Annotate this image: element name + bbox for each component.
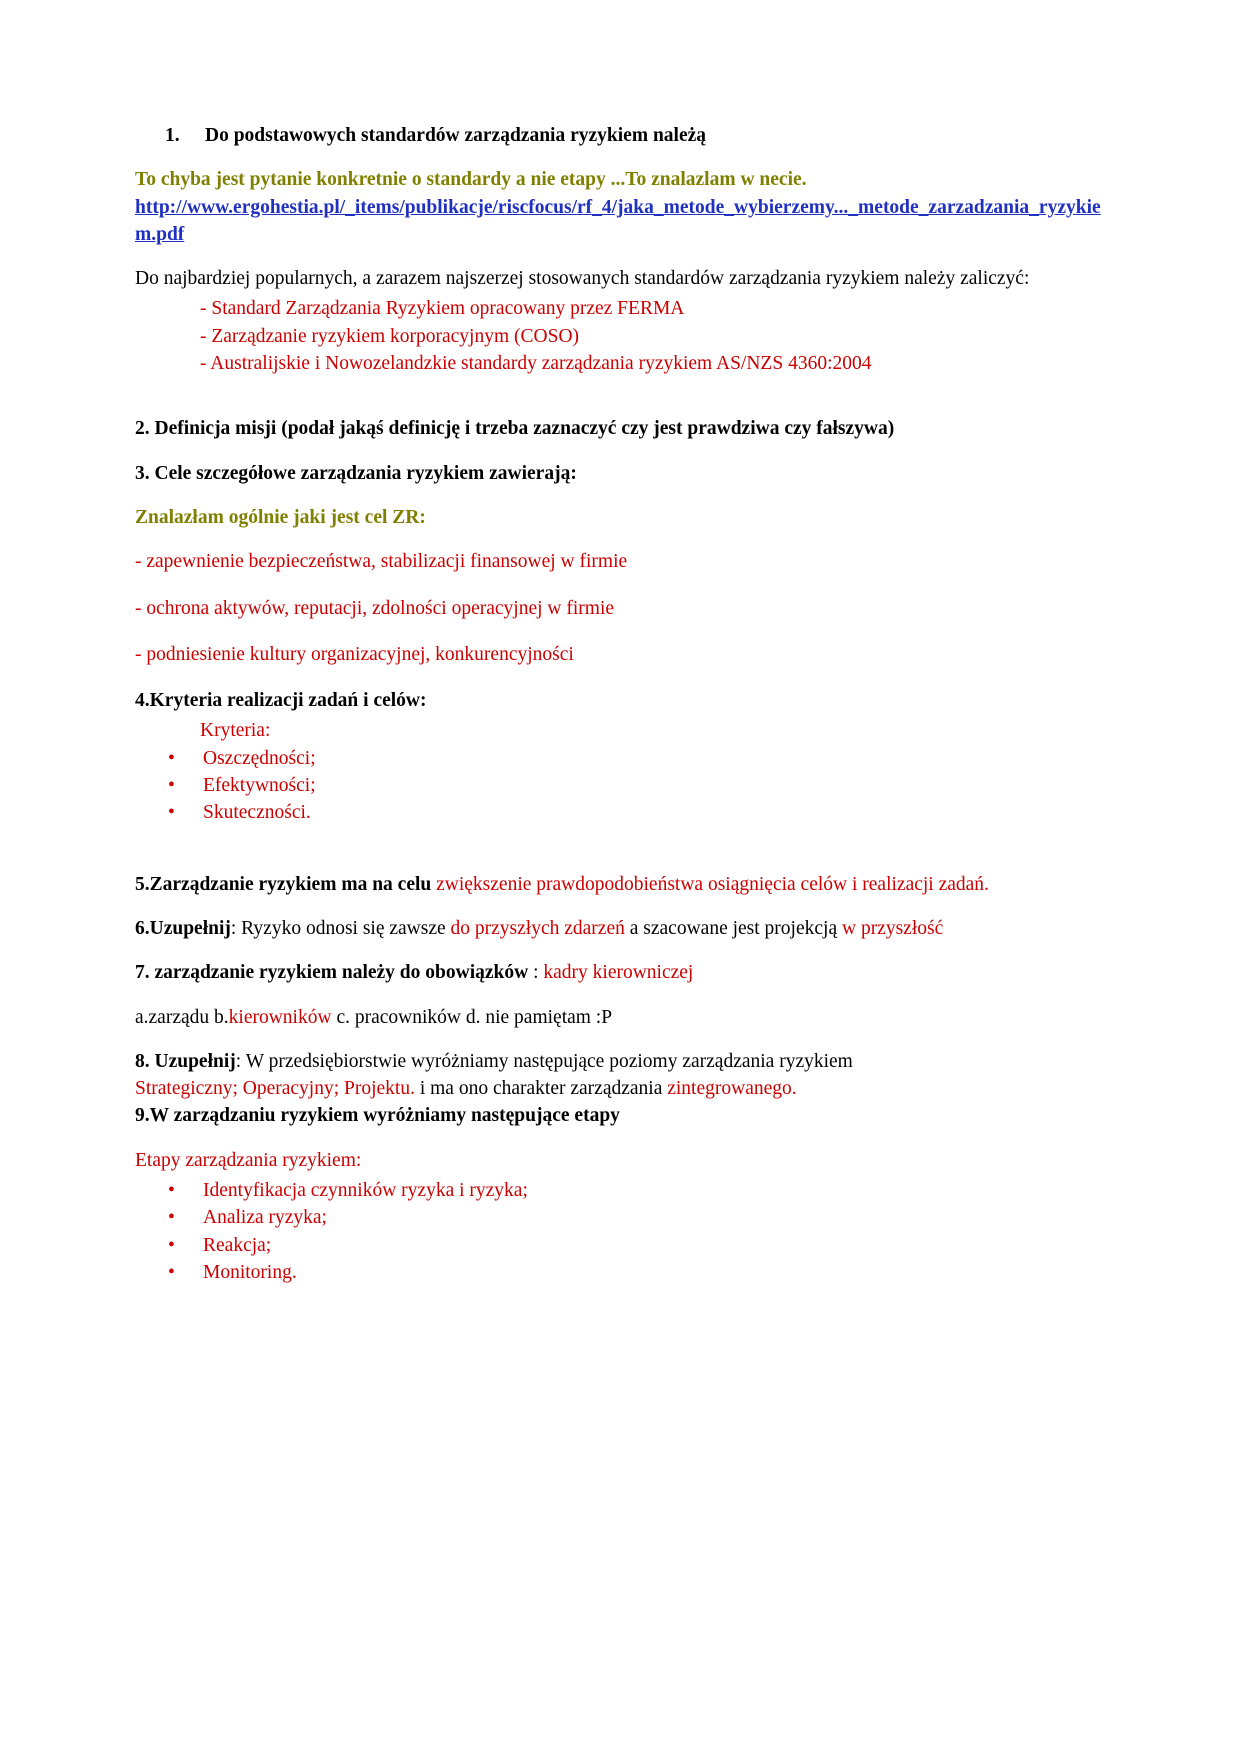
criteria-text: Skuteczności. (203, 802, 311, 824)
bullet-icon (168, 1259, 203, 1286)
question-6-answer: do przyszłych zdarzeń (450, 917, 625, 939)
stage-text: Analiza ryzyka; (203, 1207, 327, 1229)
question-7-answer: kadry kierowniczej (543, 962, 694, 984)
question-1-heading (135, 122, 1105, 149)
question-6-text: a szacowane jest projekcją (629, 917, 838, 939)
standards-list (135, 295, 1105, 377)
question-6-text: : Ryzyko odnosi się zawsze (230, 917, 446, 939)
bullet-icon (168, 1177, 203, 1204)
stage-item (135, 1232, 1105, 1259)
question-6-answer: w przyszłość (841, 917, 944, 939)
stage-item (135, 1177, 1105, 1204)
bullet-icon (168, 799, 203, 826)
question-7-colon: : (533, 962, 539, 984)
question-8-line2 (135, 1075, 1105, 1102)
spacer (135, 377, 1105, 415)
question-1-intro: Do najbardziej popularnych, a zarazem najszerzej stosowanych standardów zarządzania ryzykiem należy zaliczyć: (135, 268, 1030, 290)
question-5-heading: 5.Zarządzanie ryzykiem ma na celu (135, 873, 432, 895)
bullet-icon (168, 1204, 203, 1231)
question-8-answer: zintegrowanego. (667, 1078, 797, 1100)
question-7-heading: 7. zarządzanie ryzykiem należy do obowiązków (135, 962, 529, 984)
question-6 (135, 915, 1105, 942)
question-5-answer: zwiększenie prawdopodobieństwa osiągnięcia celów i realizacji zadań. (436, 873, 989, 895)
question-7-options (135, 1004, 1105, 1031)
question-6-heading: 6.Uzupełnij (135, 917, 231, 939)
note-text: To chyba jest pytanie konkretnie o standardy a nie etapy ...To znalazlam w necie. (135, 169, 807, 191)
bullet-icon (168, 745, 203, 772)
question-5 (135, 871, 1105, 898)
question-7 (135, 959, 1105, 986)
option-answer: kierowników (228, 1006, 332, 1028)
question-1-number: 1. (165, 125, 180, 146)
standard-item: - Australijskie i Nowozelandzkie standardy zarządzania ryzykiem AS/NZS 4360:2004 (200, 353, 872, 375)
question-8 (135, 1048, 1105, 1130)
goal-item: - zapewnienie bezpieczeństwa, stabilizacji finansowej w firmie (135, 551, 628, 573)
standard-item: - Zarządzanie ryzykiem korporacyjnym (COSO) (200, 325, 580, 347)
option-text: c. pracowników d. nie pamiętam :P (336, 1006, 613, 1028)
bullet-icon (168, 772, 203, 799)
question-8-answer: Strategiczny; Operacyjny; Projektu. (135, 1078, 415, 1100)
criteria-label: Kryteria: (200, 720, 271, 742)
criteria-item (135, 745, 1105, 772)
question-1-title: Do podstawowych standardów zarządzania ryzykiem należą (205, 125, 707, 146)
criteria-text: Oszczędności; (203, 747, 316, 769)
question-8-heading: 8. Uzupełnij (135, 1050, 236, 1072)
question-2-heading: 2. Definicja misji (podał jakąś definicję i trzeba zaznaczyć czy jest prawdziwa czy fałszywa) (135, 418, 895, 440)
stage-item (135, 1259, 1105, 1286)
source-link[interactable]: http://www.ergohestia.pl/_items/publikacje/riscfocus/rf_4/jaka_metode_wybierzemy..._metode_zarzadzania_ryzykiem.pdf (135, 196, 1101, 245)
goal-item: - podniesienie kultury organizacyjnej, konkurencyjności (135, 643, 574, 665)
bullet-icon (168, 1232, 203, 1259)
option-text: a.zarządu b. (135, 1006, 229, 1028)
question-3-note: Znalazłam ogólnie jaki jest cel ZR: (135, 506, 426, 528)
question-8-text: : W przedsiębiorstwie wyróżniamy następujące poziomy zarządzania ryzykiem (235, 1050, 853, 1072)
question-8-text: i ma ono charakter zarządzania (419, 1078, 663, 1100)
question-9-heading: 9.W zarządzaniu ryzykiem wyróżniamy następujące etapy (135, 1105, 620, 1127)
stage-text: Reakcja; (203, 1234, 272, 1256)
criteria-item (135, 799, 1105, 826)
stage-item (135, 1204, 1105, 1231)
standard-item: - Standard Zarządzania Ryzykiem opracowany przez FERMA (200, 298, 685, 320)
question-1-answer-note (135, 166, 1105, 248)
stages-label: Etapy zarządzania ryzykiem: (135, 1149, 362, 1171)
question-4-heading: 4.Kryteria realizacji zadań i celów: (135, 690, 427, 712)
criteria-text: Efektywności; (203, 775, 316, 797)
question-8-line1 (135, 1048, 1105, 1075)
spacer (135, 827, 1105, 871)
criteria-item (135, 772, 1105, 799)
stage-text: Monitoring. (203, 1261, 297, 1283)
question-3-heading: 3. Cele szczegółowe zarządzania ryzykiem zawierają: (135, 462, 577, 484)
stage-text: Identyfikacja czynników ryzyka i ryzyka; (203, 1180, 528, 1202)
goal-item: - ochrona aktywów, reputacji, zdolności operacyjnej w firmie (135, 597, 615, 619)
